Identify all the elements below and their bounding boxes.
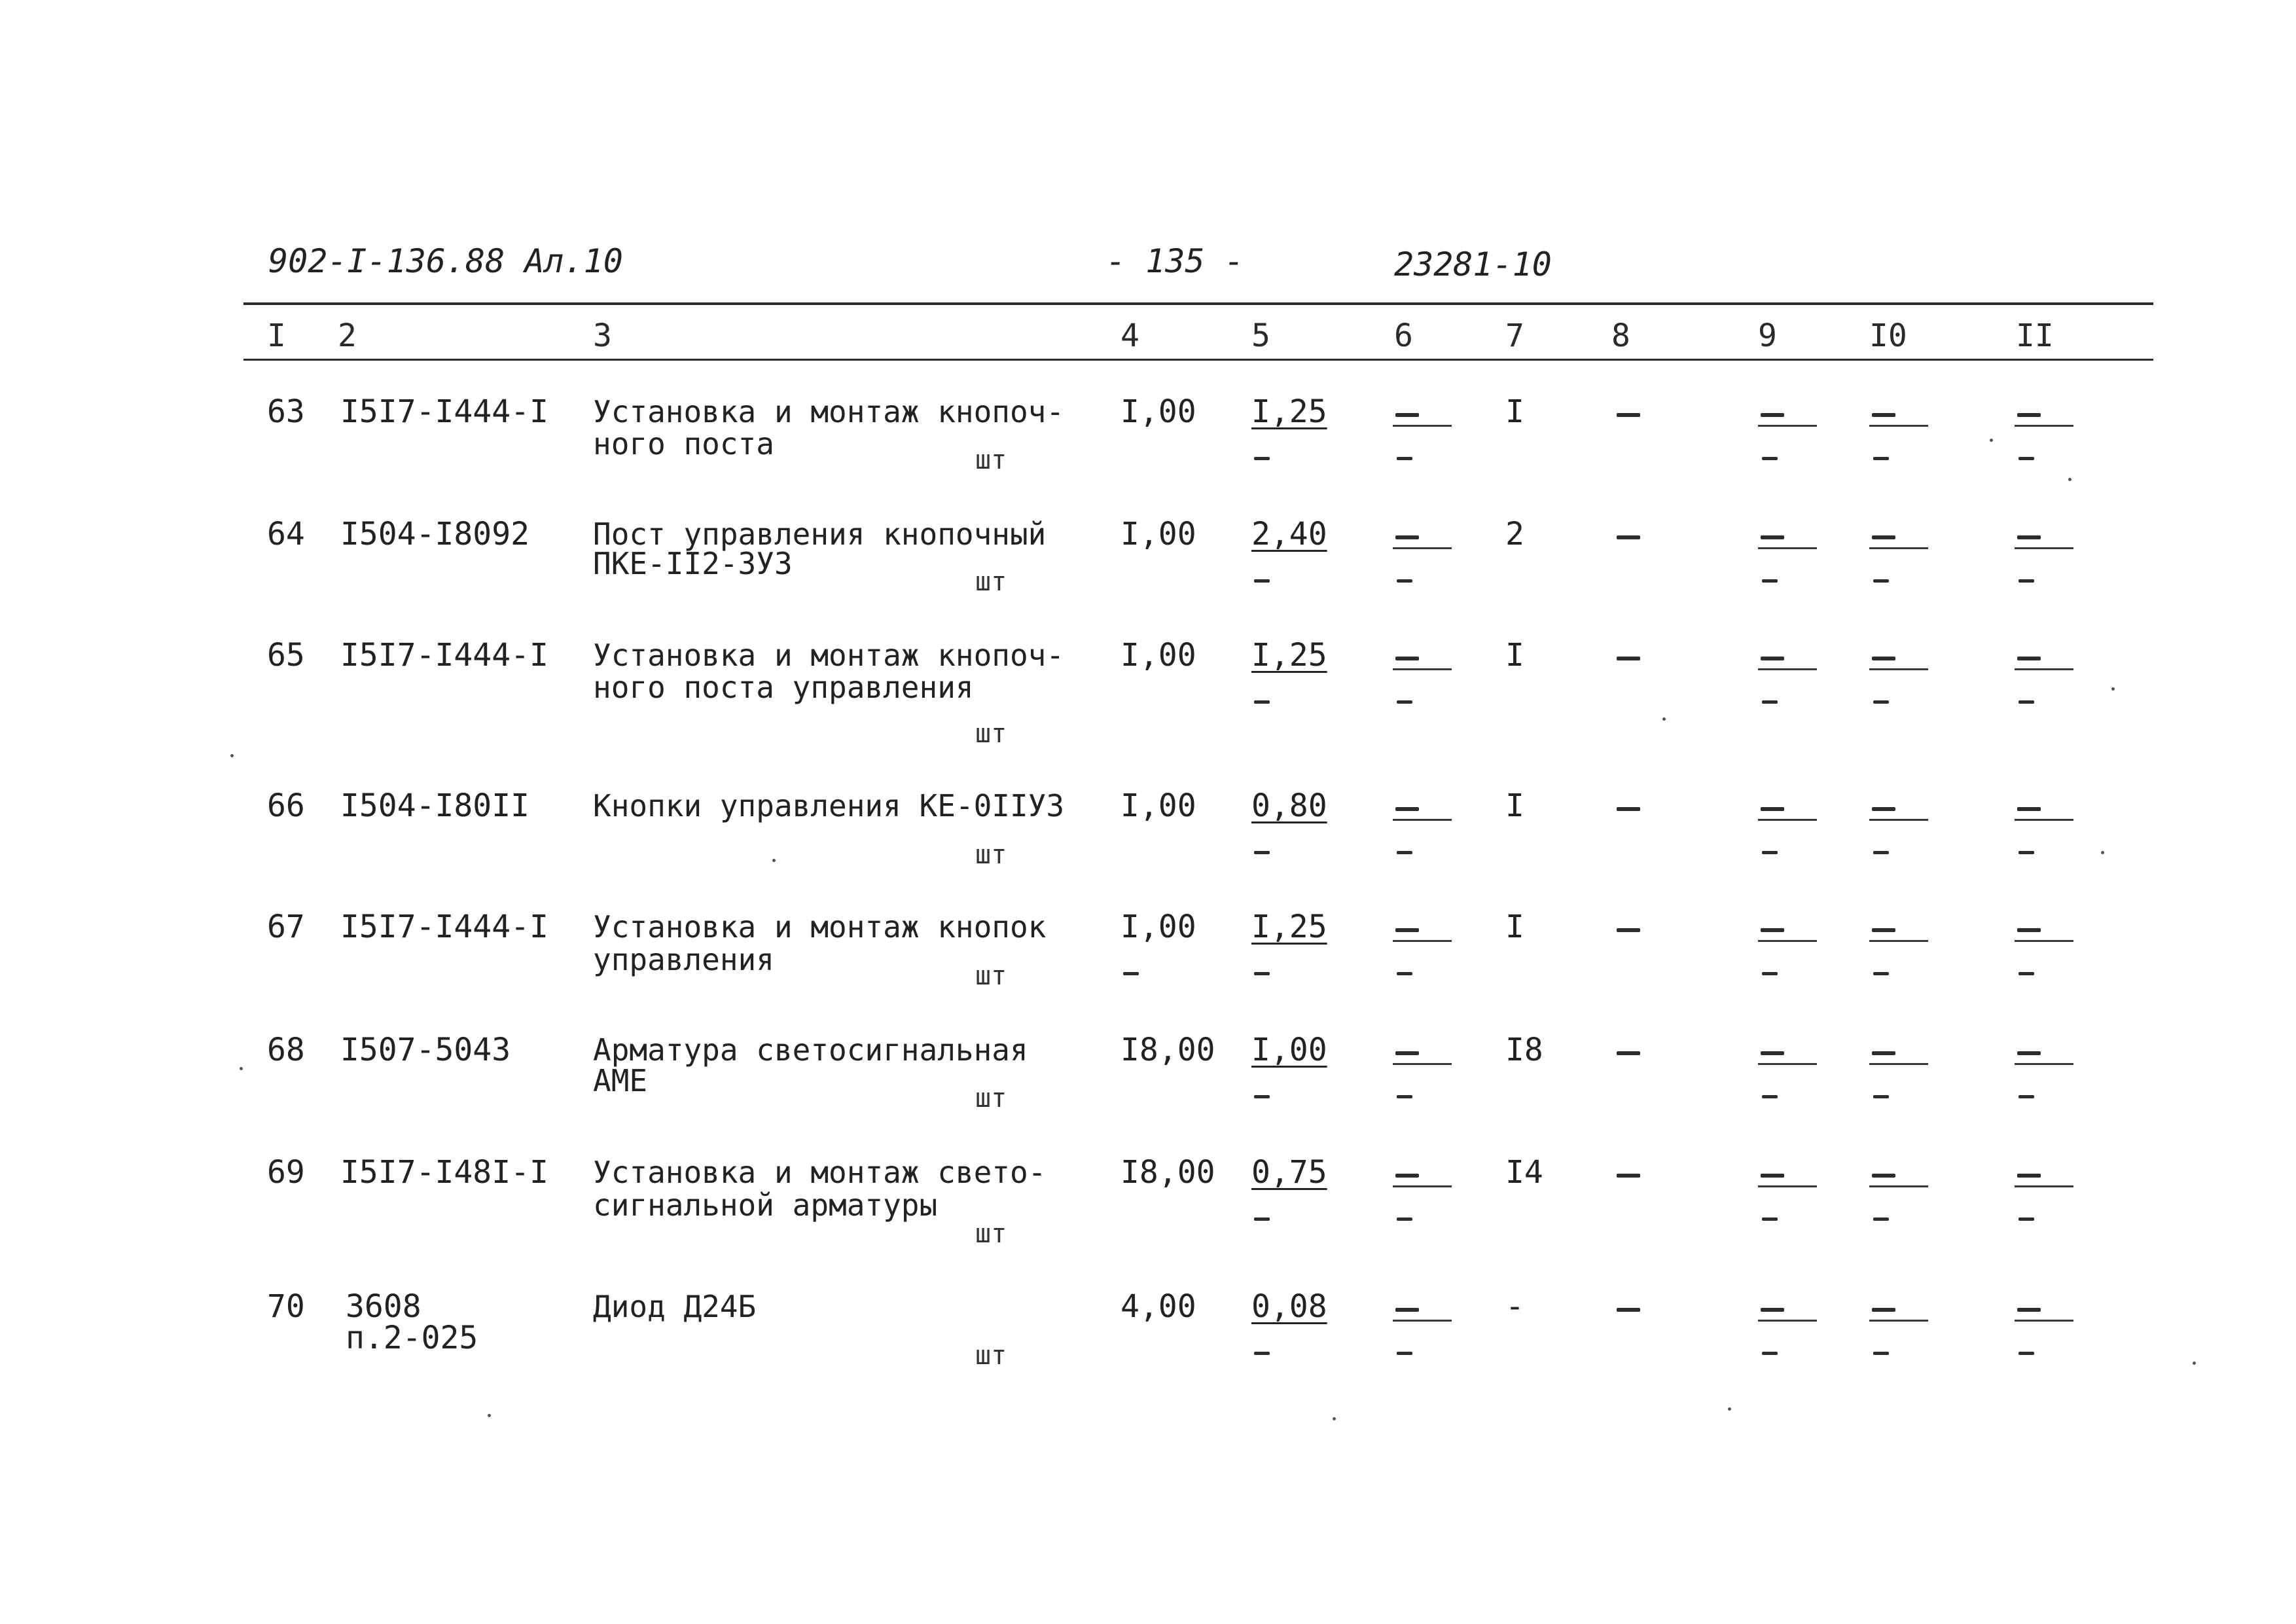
quantity-value: I,00 [1121,516,1196,552]
page-number: - 135 - [1106,242,1244,280]
column-header: 7 [1505,317,1524,354]
empty-cell-dash [2017,535,2041,539]
empty-cell-dash [1761,1174,1784,1178]
price-code: 3608 [346,1288,422,1325]
empty-cell-dash [1617,1174,1640,1178]
column-7-value: I [1505,787,1524,824]
item-description-line: Арматура светосигнальная [593,1032,1028,1068]
empty-cell-underline [1393,1185,1452,1187]
empty-cell-dash [1761,1308,1784,1312]
scan-speck [2193,1362,2196,1365]
empty-cell-dash [1762,457,1778,460]
empty-cell-underline [1869,1185,1928,1187]
rate-subline-dash [1254,851,1270,854]
quantity-value: I,00 [1121,787,1196,824]
empty-cell-dash [2018,1352,2034,1355]
column-7-value: - [1505,1288,1524,1325]
rate-value: I,25 [1251,637,1327,674]
rate-subline-dash [1254,1218,1270,1221]
empty-cell-dash [1617,1308,1640,1312]
empty-cell-dash [2017,807,2041,811]
rate-subline-dash [1254,579,1270,583]
empty-cell-dash [1873,1095,1889,1098]
empty-cell-dash [1395,928,1419,932]
empty-cell-dash [1395,1051,1419,1055]
empty-cell-dash [2018,457,2034,460]
empty-cell-underline [1869,819,1928,821]
empty-cell-dash [1617,413,1640,417]
rate-subline-dash [1254,700,1270,704]
empty-cell-underline [2015,940,2073,942]
price-code: I504-I8092 [340,516,529,552]
item-description-line: управления [593,942,774,977]
price-code: I5I7-I48I-I [340,1154,548,1191]
scan-speck [240,1067,243,1070]
empty-cell-dash [1872,413,1895,417]
empty-cell-dash [1761,1051,1784,1055]
column-header: 4 [1121,317,1139,354]
empty-cell-dash [1873,457,1889,460]
price-code: I5I7-I444-I [340,909,548,945]
item-description-line: Пост управления кнопочный [593,516,1047,552]
empty-cell-dash [2017,928,2041,932]
empty-cell-underline [1869,547,1928,549]
empty-cell-dash [1872,1174,1895,1178]
quantity-value: I,00 [1121,393,1196,430]
column-7-value: I [1505,909,1524,945]
column-7-value: I4 [1505,1154,1543,1191]
empty-cell-dash [1872,928,1895,932]
empty-cell-underline [1393,668,1452,670]
rate-value: I,00 [1251,1032,1327,1068]
empty-cell-underline [1869,940,1928,942]
empty-cell-dash [1872,657,1895,660]
empty-cell-dash [1395,1308,1419,1312]
scan-speck [1990,439,1993,442]
table-top-rule [243,302,2153,305]
row-number: 64 [267,516,305,552]
rate-subline-dash [1254,972,1270,975]
empty-cell-underline [1758,1185,1817,1187]
empty-cell-dash [1762,851,1778,854]
column-header: 9 [1758,317,1777,354]
empty-cell-underline [1393,1320,1452,1322]
column-header: II [2016,317,2054,354]
item-description-line: ного поста управления [593,670,974,705]
document-code: 902-I-136.88 Ал.10 [268,242,623,280]
rate-value: I,25 [1251,393,1327,430]
empty-cell-dash [1873,972,1889,975]
empty-cell-underline [1758,1063,1817,1065]
empty-cell-dash [1761,413,1784,417]
unit-label: шт [975,719,1007,749]
empty-cell-dash [2018,972,2034,975]
empty-cell-dash [1617,928,1640,932]
empty-cell-dash [1395,657,1419,660]
empty-cell-underline [1758,425,1817,427]
empty-cell-dash [1873,700,1889,704]
quantity-value: I8,00 [1121,1032,1215,1068]
unit-label: шт [975,840,1007,870]
price-code: I504-I80II [340,787,529,824]
quantity-value: I8,00 [1121,1154,1215,1191]
item-description-line: Установка и монтаж кнопок [593,909,1047,945]
empty-cell-dash [1761,657,1784,660]
empty-cell-dash [1397,579,1412,583]
scan-speck [2068,478,2072,481]
empty-cell-dash [1872,1308,1895,1312]
empty-cell-dash [2017,657,2041,660]
empty-cell-dash [1761,807,1784,811]
row-number: 66 [267,787,305,824]
empty-cell-underline [1869,1320,1928,1322]
empty-cell-dash [1872,807,1895,811]
scan-speck [1728,1407,1731,1411]
empty-cell-dash [1397,1095,1412,1098]
row-number: 68 [267,1032,305,1068]
empty-cell-dash [2017,1051,2041,1055]
column-header: 2 [338,317,357,354]
rate-subline-dash [1254,457,1270,460]
scan-speck [230,754,234,757]
rate-subline-dash [1254,1095,1270,1098]
empty-cell-underline [2015,819,2073,821]
price-code-line: п.2-025 [346,1320,478,1356]
empty-cell-dash [1617,535,1640,539]
empty-cell-dash [1762,1218,1778,1221]
empty-cell-dash [2017,1174,2041,1178]
rate-value: 0,75 [1251,1154,1327,1191]
item-description-line: Установка и монтаж свето- [593,1155,1047,1190]
empty-cell-dash [2018,1095,2034,1098]
scan-speck [488,1414,491,1417]
quantity-value: 4,00 [1121,1288,1196,1325]
rate-value: 0,08 [1251,1288,1327,1325]
column-7-value: I [1505,637,1524,674]
scan-speck [1333,1417,1336,1420]
empty-cell-dash [1397,1218,1412,1221]
empty-cell-underline [1758,940,1817,942]
empty-cell-dash [1761,928,1784,932]
column-7-value: I [1505,393,1524,430]
empty-cell-underline [1758,1320,1817,1322]
empty-cell-underline [1869,1063,1928,1065]
column-7-value: I8 [1505,1032,1543,1068]
row-number: 70 [267,1288,305,1325]
item-description-line: Установка и монтаж кнопоч- [593,638,1065,673]
empty-cell-underline [2015,1320,2073,1322]
empty-cell-dash [1397,851,1412,854]
empty-cell-dash [1395,535,1419,539]
empty-cell-underline [2015,425,2073,427]
column-header: 3 [593,317,612,354]
quantity-value: I,00 [1121,909,1196,945]
empty-cell-underline [1758,547,1817,549]
empty-cell-dash [1762,1352,1778,1355]
empty-cell-dash [1762,972,1778,975]
empty-cell-dash [2018,579,2034,583]
empty-cell-dash [1761,535,1784,539]
column-header: I [267,317,286,354]
empty-cell-underline [1393,547,1452,549]
empty-cell-underline [1869,668,1928,670]
rate-subline-dash [1254,1352,1270,1355]
item-description-line: АМЕ [593,1063,648,1098]
empty-cell-dash [2017,1308,2041,1312]
scan-speck [2111,687,2115,691]
empty-cell-underline [1869,425,1928,427]
empty-cell-dash [1397,972,1412,975]
empty-cell-underline [1758,668,1817,670]
item-description-line: ного поста [593,426,774,461]
empty-cell-dash [1395,413,1419,417]
unit-label: шт [975,1219,1007,1249]
empty-cell-dash [2018,700,2034,704]
quantity-value: I,00 [1121,637,1196,674]
header-bottom-rule [243,359,2153,361]
empty-cell-underline [1393,1063,1452,1065]
empty-cell-underline [2015,1063,2073,1065]
row-number: 69 [267,1154,305,1191]
column-7-value: 2 [1505,516,1524,552]
scan-speck [2101,851,2104,854]
rate-value: 0,80 [1251,787,1327,824]
empty-cell-dash [2018,1218,2034,1221]
empty-cell-dash [1762,1095,1778,1098]
price-code: I5I7-I444-I [340,637,548,674]
empty-cell-dash [1873,579,1889,583]
column-header: 6 [1394,317,1413,354]
empty-cell-underline [2015,668,2073,670]
document-number: 23281-10 [1394,245,1552,283]
empty-cell-dash [1872,535,1895,539]
empty-cell-underline [1393,940,1452,942]
column-header: I0 [1869,317,1907,354]
empty-cell-dash [1872,1051,1895,1055]
scan-speck [772,859,776,862]
empty-cell-dash [2017,413,2041,417]
empty-cell-dash [1397,1352,1412,1355]
item-description-line: Диод Д24Б [593,1289,757,1324]
empty-cell-dash [1397,700,1412,704]
empty-cell-dash [1617,807,1640,811]
empty-cell-dash [1397,457,1412,460]
row-number: 63 [267,393,305,430]
unit-label: шт [975,1341,1007,1371]
empty-cell-dash [1873,851,1889,854]
empty-cell-underline [1393,819,1452,821]
empty-cell-underline [2015,547,2073,549]
rate-value: 2,40 [1251,516,1327,552]
column-header: 8 [1611,317,1630,354]
unit-label: шт [975,567,1007,597]
empty-cell-underline [1758,819,1817,821]
row-number: 67 [267,909,305,945]
item-description-line: ПКЕ-II2-3У3 [593,546,793,581]
empty-cell-dash [1762,700,1778,704]
empty-cell-dash [1395,807,1419,811]
price-code: I507-5043 [340,1032,511,1068]
empty-cell-dash [1873,1218,1889,1221]
empty-cell-underline [1393,425,1452,427]
unit-label: шт [975,1083,1007,1113]
item-description-line: Кнопки управления КЕ-0IIУ3 [593,788,1065,823]
column-header: 5 [1251,317,1270,354]
unit-label: шт [975,445,1007,475]
empty-cell-dash [1762,579,1778,583]
row-number: 65 [267,637,305,674]
empty-cell-dash [1617,657,1640,660]
empty-cell-dash [1395,1174,1419,1178]
item-description-line: сигнальной арматуры [593,1187,938,1223]
rate-value: I,25 [1251,909,1327,945]
price-code: I5I7-I444-I [340,393,548,430]
empty-cell-dash [1123,972,1139,975]
empty-cell-underline [2015,1185,2073,1187]
empty-cell-dash [1617,1051,1640,1055]
unit-label: шт [975,961,1007,991]
scan-speck [1662,717,1666,721]
item-description-line: Установка и монтаж кнопоч- [593,394,1065,429]
empty-cell-dash [1873,1352,1889,1355]
empty-cell-dash [2018,851,2034,854]
